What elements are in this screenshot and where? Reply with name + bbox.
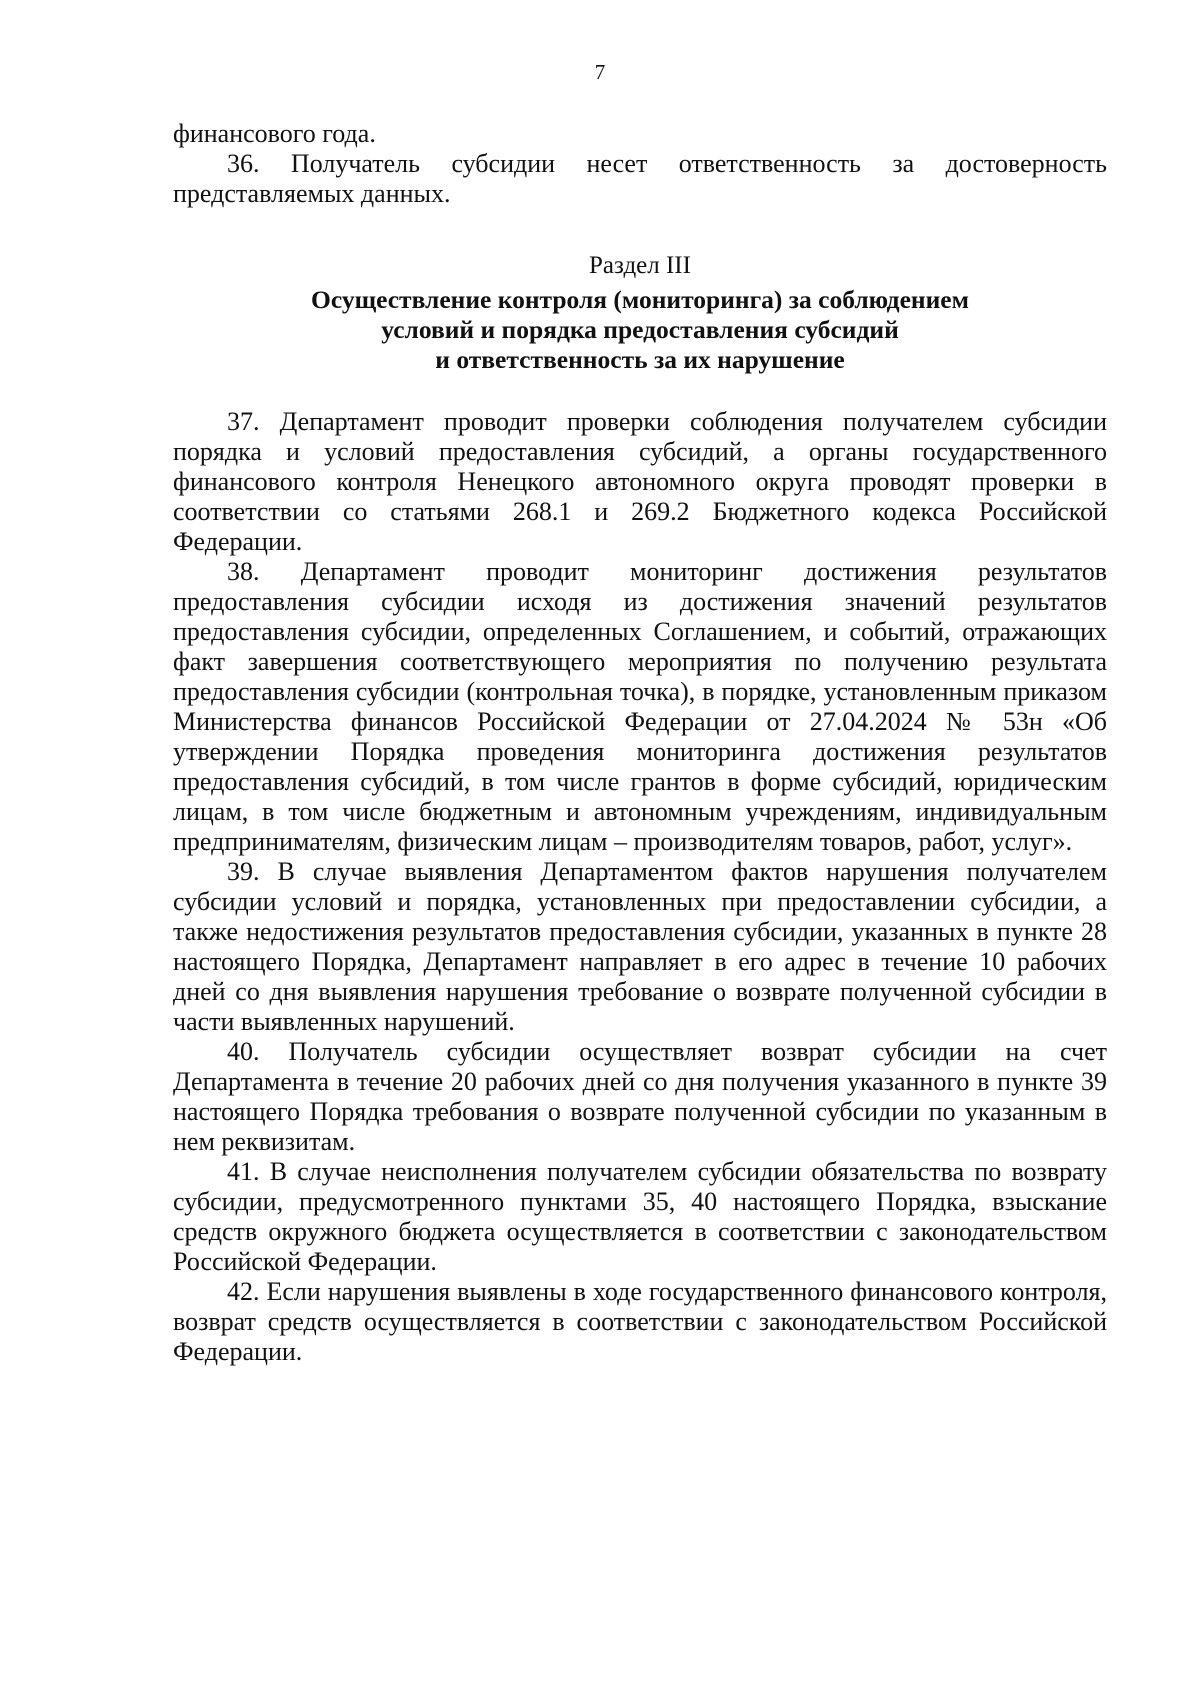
paragraph-37: 37. Департамент проводит проверки соблюдения получателем субсидии порядка и условий предоставления субсидий, а органы государственного финансового контроля Ненецкого автономного округа проводят проверки в соответствии со статьями 268.1 и 269.2 Бюджетного кодекса Российской Федерации. xyxy=(173,407,1107,556)
section-title-line-3: и ответственность за их нарушение xyxy=(435,345,845,374)
paragraph-41: 41. В случае неисполнения получателем субсидии обязательства по возврату субсидии, предусмотренного пунктами 35, 40 настоящего Порядка, взыскание средств окружного бюджета осуществляется в соответствии с законодательством Российской Федерации. xyxy=(173,1157,1107,1276)
paragraph-continuation: финансового года. xyxy=(173,119,376,148)
paragraph-42: 42. Если нарушения выявлены в ходе государственного финансового контроля, возврат средств осуществляется в соответствии с законодательством Российской Федерации. xyxy=(173,1277,1107,1366)
page-number: 7 xyxy=(594,60,606,84)
document-body xyxy=(173,119,1107,1367)
section-title-line-1: Осуществление контроля (мониторинга) за соблюдением xyxy=(311,285,969,314)
section-title-line-2: условий и порядка предоставления субсидий xyxy=(381,315,899,344)
section-label: Раздел III xyxy=(589,252,691,279)
paragraph-39: 39. В случае выявления Департаментом фактов нарушения получателем субсидии условий и порядка, установленных при предоставлении субсидии, а также недостижения результатов предоставления субсидии, указанных в пункте 28 настоящего Порядка, Департамент направляет в его адрес в течение 10 рабочих дней со дня выявления нарушения требование о возврате полученной субсидии в части выявленных нарушений. xyxy=(173,857,1107,1036)
paragraph-36: 36. Получатель субсидии несет ответственность за достоверность представляемых данных. xyxy=(173,149,1107,208)
paragraph-38: 38. Департамент проводит мониторинг достижения результатов предоставления субсидии исходя из достижения значений результатов предоставления субсидии, определенных Соглашением, и событий, отражающих факт завершения соответствующего мероприятия по получению результата предоставления субсидии (контрольная точка), в порядке, установленным приказом Министерства финансов Российской Федерации от 27.04.2024 № 53н «Об утверждении Порядка проведения мониторинга достижения результатов предоставления субсидий, в том числе грантов в форме субсидий, юридическим лицам, в том числе бюджетным и автономным учреждениям, индивидуальным предпринимателям, физическим лицам – производителям товаров, работ, услуг». xyxy=(173,557,1107,856)
section-heading xyxy=(173,251,1107,375)
paragraph-40: 40. Получатель субсидии осуществляет возврат субсидии на счет Департамента в течение 20 рабочих дней со дня получения указанного в пункте 39 настоящего Порядка требования о возврате полученной субсидии по указанным в нем реквизитам. xyxy=(173,1037,1107,1156)
